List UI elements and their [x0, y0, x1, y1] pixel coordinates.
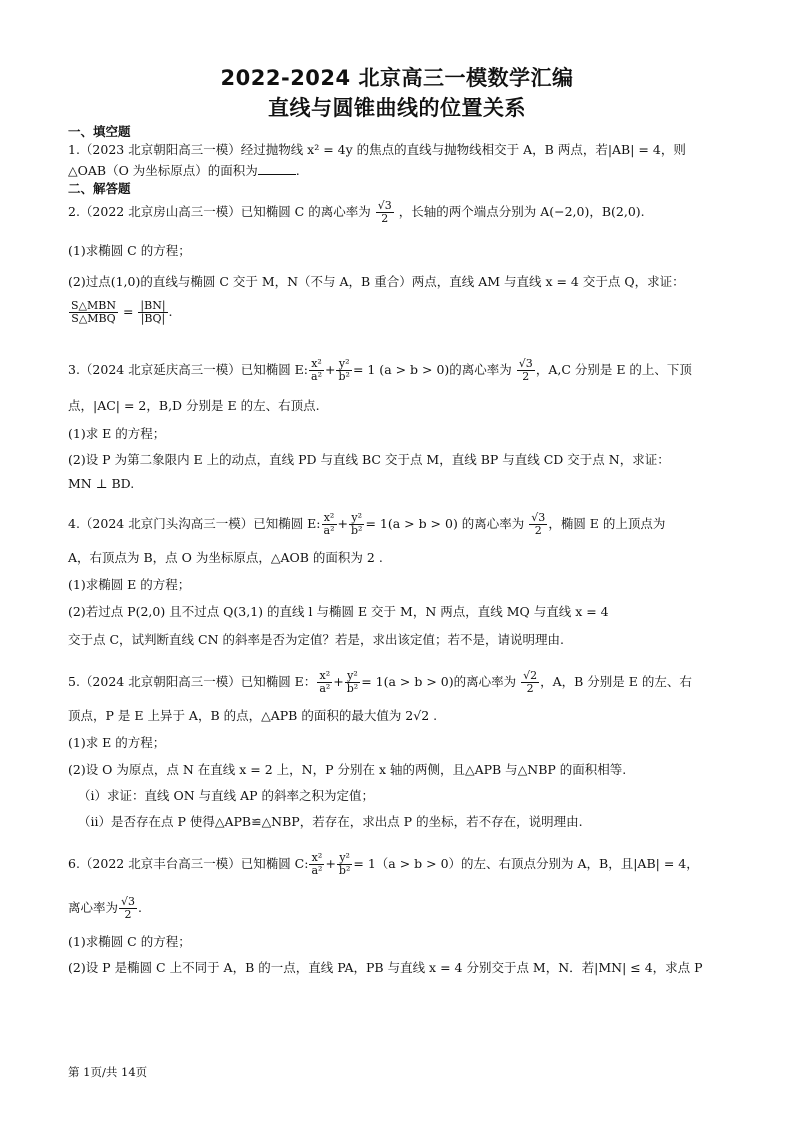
q4-x-den: a² [323, 524, 335, 537]
q6-part1: (1)求椭圆 C 的方程； [68, 934, 191, 949]
q3-line1 [68, 358, 732, 383]
q3-y-term [336, 358, 351, 383]
q4-part2b: 交于点 C，试判断直线 CN 的斜率是否为定值？若是，求出该定值；若不是，请说明理由. [68, 632, 564, 647]
q3-e-den: 2 [522, 370, 530, 383]
document-title: 2022-2024 北京高三一模数学汇编 [220, 66, 574, 90]
q6-e-den: 2 [124, 908, 132, 921]
q5-eq-rest: = 1(a > b > 0)的离心率为 [361, 674, 517, 689]
q6-y-num: y² [337, 852, 352, 865]
q5-y-den: b² [346, 682, 359, 695]
q4-line1 [68, 512, 732, 537]
q2-frac-num: √3 [377, 199, 392, 212]
q4-y-term [349, 512, 364, 537]
q2-ratio-equals: = [122, 304, 134, 319]
q6-line2-text: 离心率为 [68, 900, 119, 915]
q3-line1-rest: ，A,C 分别是 E 的上、下顶 [535, 362, 692, 377]
q2-rhs-den: |BQ| [140, 312, 166, 325]
q3-eq-rest: = 1 (a > b > 0)的离心率为 [352, 362, 512, 377]
q4-x-term [322, 512, 337, 537]
q3-eccentricity-fraction [517, 358, 535, 383]
q5-e-num: √2 [523, 669, 538, 682]
q4-eq-rest: = 1(a > b > 0) 的离心率为 [365, 516, 525, 531]
q4-e-den: 2 [534, 524, 542, 537]
q4-x-num: x² [322, 512, 337, 525]
q5-eccentricity-fraction [521, 670, 539, 695]
q2-line1 [68, 200, 732, 225]
q6-x-den: a² [311, 864, 323, 877]
q5-line2: 顶点，P 是 E 上异于 A，B 的点，△APB 的面积的最大值为 2√2 . [68, 708, 438, 723]
page-number-footer: 第 1页/共 14页 [68, 1065, 148, 1079]
q2-ratio-line [68, 300, 732, 325]
q2-length-ratio [138, 300, 167, 325]
q2-part1: (1)求椭圆 C 的方程； [68, 243, 191, 258]
q6-y-den: b² [338, 864, 351, 877]
q4-eccentricity-fraction [529, 512, 547, 537]
q4-part2: (2)若过点 P(2,0) 且不过点 Q(3,1) 的直线 l 与椭圆 E 交于 M，N 两点，直线 MQ 与直线 x = 4 [68, 604, 609, 619]
q2-line1-text: 2.（2022 北京房山高三一模）已知椭圆 C 的离心率为 [68, 204, 371, 219]
q3-line1-text: 3.（2024 北京延庆高三一模）已知椭圆 E: [68, 362, 309, 377]
q1-line2-end: . [295, 163, 300, 178]
q6-y-term [337, 852, 352, 877]
q2-ratio-den: S△MBQ [71, 312, 116, 325]
q4-line1-text: 4.（2024 北京门头沟高三一模）已知椭圆 E: [68, 516, 321, 531]
q3-y-den: b² [338, 370, 350, 383]
q4-part1: (1)求椭圆 E 的方程； [68, 577, 191, 592]
q3-x-term [309, 358, 324, 383]
q6-x-num: x² [309, 852, 324, 865]
q6-line1 [68, 852, 732, 877]
q5-x-den: a² [319, 682, 331, 695]
q3-part2b: MN ⊥ BD. [68, 476, 135, 491]
q2-part2: (2)过点(1,0)的直线与椭圆 C 交于 M，N（不与 A，B 重合）两点，直线 AM 与直线 x = 4 交于点 Q，求证： [68, 274, 685, 289]
q5-y-term [345, 670, 360, 695]
q6-line1-text: 6.（2022 北京丰台高三一模）已知椭圆 C: [68, 856, 309, 871]
q6-x-term [309, 852, 324, 877]
q3-x-den: a² [311, 370, 322, 383]
q5-sub2: （ii）是否存在点 P 使得△APB≌△NBP，若存在，求出点 P 的坐标，若不存在，说明理由. [78, 814, 583, 829]
q6-line2-end: . [138, 900, 143, 915]
q4-e-num: √3 [531, 511, 546, 524]
q5-e-den: 2 [526, 682, 534, 695]
q6-line2 [68, 896, 732, 921]
q2-ratio-num: S△MBN [71, 299, 116, 312]
q2-area-ratio [69, 300, 118, 325]
q1-line2 [68, 162, 732, 179]
q5-sub1: （i）求证：直线 ON 与直线 AP 的斜率之积为定值； [78, 788, 375, 803]
q2-rhs-num: |BN| [140, 299, 166, 312]
q6-part2: (2)设 P 是椭圆 C 上不同于 A，B 的一点，直线 PA，PB 与直线 x = 4 分别交于点 M，N．若|MN| ≤ 4，求点 P [68, 960, 703, 975]
document-subtitle: 直线与圆锥曲线的位置关系 [268, 96, 526, 120]
q5-x-term [317, 670, 332, 695]
q3-e-num: √3 [518, 357, 533, 370]
q3-part2: (2)设 P 为第二象限内 E 上的动点，直线 PD 与直线 BC 交于点 M，直线 BP 与直线 CD 交于点 N，求证： [68, 452, 670, 467]
q2-line1-rest: ，长轴的两个端点分别为 A(−2,0)，B(2,0). [398, 204, 645, 219]
q3-y-num: y² [336, 358, 351, 371]
q6-eq-rest: = 1（a > b > 0）的左、右顶点分别为 A，B，且|AB| = 4， [353, 856, 699, 871]
q6-e-num: √3 [121, 895, 136, 908]
q5-line1-text: 5.（2024 北京朝阳高三一模）已知椭圆 E： [68, 674, 317, 689]
q2-eccentricity-fraction [376, 200, 394, 225]
q5-part1: (1)求 E 的方程； [68, 735, 166, 750]
q1-answer-blank [258, 162, 296, 175]
q6-plus: + [325, 856, 336, 871]
q4-line2: A，右顶点为 B，点 O 为坐标原点，△AOB 的面积为 2 . [68, 550, 383, 565]
q4-y-den: b² [350, 524, 363, 537]
section-fill-blank: 一、填空题 [68, 124, 131, 139]
section-answer: 二、解答题 [68, 181, 131, 196]
q5-y-num: y² [345, 670, 360, 683]
q5-part2: (2)设 O 为原点，点 N 在直线 x = 2 上，N，P 分别在 x 轴的两侧，且△APB 与△NBP 的面积相等. [68, 762, 627, 777]
q6-eccentricity-fraction [119, 896, 137, 921]
q4-line1-rest: ，椭圆 E 的上顶点为 [548, 516, 666, 531]
q5-plus: + [333, 674, 344, 689]
q4-y-num: y² [349, 512, 364, 525]
q1-line2-text: △OAB（O 为坐标原点）的面积为 [68, 163, 258, 178]
q1-line1: 1.（2023 北京朝阳高三一模）经过抛物线 x² = 4y 的焦点的直线与抛物线相交于 A，B 两点，若|AB| = 4，则 [68, 142, 686, 157]
q3-x-num: x² [309, 358, 324, 371]
q5-line1 [68, 670, 732, 695]
q5-line1-rest: ，A，B 分别是 E 的左、右 [540, 674, 692, 689]
q5-x-num: x² [317, 670, 332, 683]
q3-plus: + [325, 362, 336, 377]
q3-part1: (1)求 E 的方程； [68, 426, 166, 441]
q2-frac-den: 2 [381, 212, 389, 225]
q3-line2: 点，|AC| = 2，B,D 分别是 E 的左、右顶点. [68, 398, 320, 413]
q4-plus: + [337, 516, 348, 531]
q2-ratio-end: . [168, 304, 173, 319]
